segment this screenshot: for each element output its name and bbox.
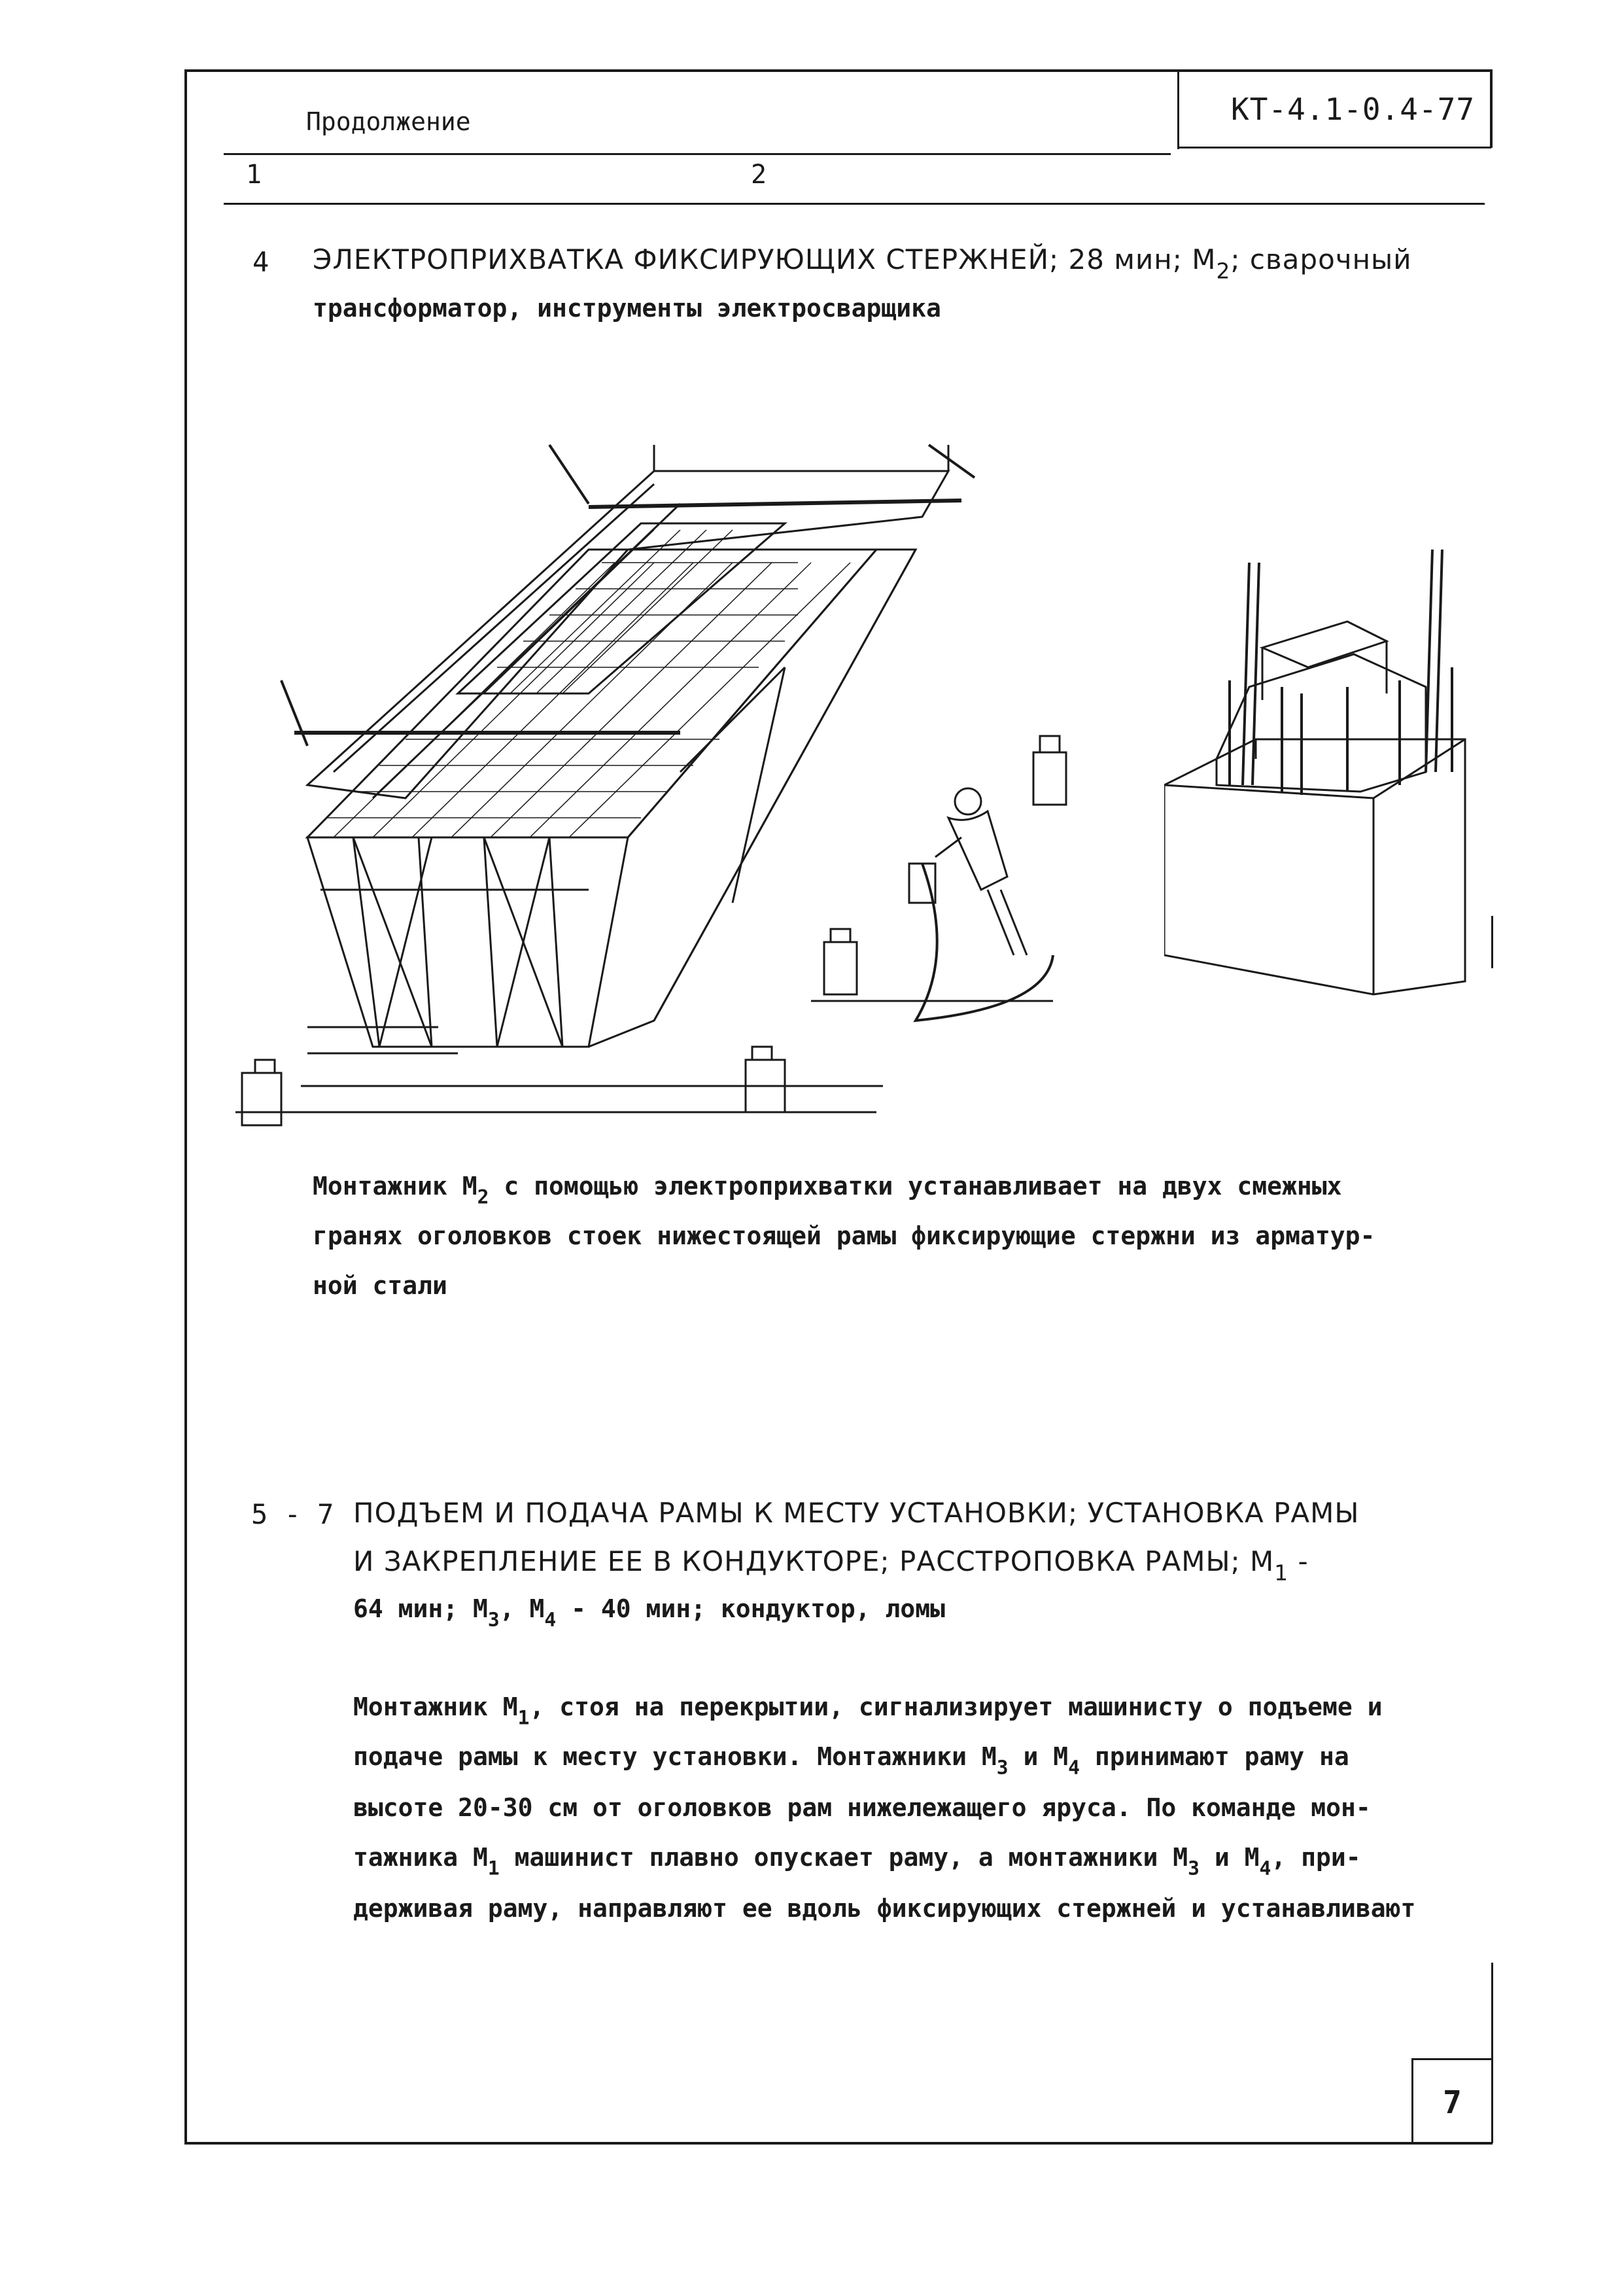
column-number-2: 2 xyxy=(751,160,767,190)
step-5-7-desc-4-c: и М xyxy=(1199,1843,1260,1872)
frame-bottom xyxy=(184,2142,1493,2145)
step-5-7-description-line-1 xyxy=(353,1692,1383,1729)
column-number-1: 1 xyxy=(246,160,262,190)
document-code: КТ-4.1-0.4-77 xyxy=(1231,92,1476,127)
step-5-7-desc-1-b: , стоя на перекрытии, сигнализирует машинисту о подъеме и xyxy=(529,1692,1383,1721)
step-5-7-desc-2-b: и М xyxy=(1008,1742,1069,1771)
step-5-7-desc-4-sub-3: 4 xyxy=(1259,1856,1271,1880)
step-4-description-line-3: ной стали xyxy=(313,1271,447,1300)
step-5-7-desc-4-b: машинист плавно опускает раму, а монтажники М xyxy=(499,1843,1188,1872)
step-5-7-description-line-2 xyxy=(353,1742,1349,1779)
page-number-box-left xyxy=(1411,2058,1413,2143)
step-4-title-text: ЭЛЕКТРОПРИХВАТКА ФИКСИРУЮЩИХ СТЕРЖНЕЙ; 28 мин; М xyxy=(313,243,1217,275)
step-5-7-desc-1-sub: 1 xyxy=(517,1706,530,1729)
upper-platform xyxy=(307,445,975,798)
frame-left xyxy=(184,69,187,2145)
frame-right xyxy=(1490,69,1493,148)
step-5-7-title-2-text: И ЗАКРЕПЛЕНИЕ ЕЕ В КОНДУКТОРЕ; РАССТРОПОВКА РАМЫ; М xyxy=(353,1545,1275,1577)
step-5-7-title-2-subscript: 1 xyxy=(1274,1560,1289,1586)
step-4-desc-subscript: 2 xyxy=(477,1185,489,1208)
step-5-7-desc-4-a: тажника М xyxy=(353,1843,488,1872)
step-4-title-line-2: трансформатор, инструменты электросварщика xyxy=(313,294,941,323)
page-number-box-top xyxy=(1411,2058,1491,2060)
stamp-left xyxy=(1177,69,1179,149)
header-rule-top xyxy=(224,153,1171,155)
frame-right-lower xyxy=(1491,916,1493,968)
step-5-7-title-3-sub-1: 3 xyxy=(487,1607,500,1631)
step-4-title-subscript: 2 xyxy=(1216,258,1231,284)
step-5-7-desc-4-sub-2: 3 xyxy=(1188,1856,1200,1880)
step-5-7-description-line-3: высоте 20-30 см от оголовков рам нижележащего яруса. По команде мон- xyxy=(353,1793,1371,1822)
step-5-7-desc-4-d: , при- xyxy=(1271,1843,1361,1872)
frame-right-bottom xyxy=(1491,1963,1493,2143)
continuation-label: Продолжение xyxy=(306,107,471,136)
step-5-7-desc-1-a: Монтажник М xyxy=(353,1692,518,1721)
page-number: 7 xyxy=(1443,2084,1462,2121)
step-5-7-title-line-3 xyxy=(353,1594,946,1631)
step-5-7-desc-2-sub-1: 3 xyxy=(996,1755,1009,1779)
step-5-7-desc-4-sub-1: 1 xyxy=(487,1856,500,1880)
column-head-illustration xyxy=(1164,536,1491,1007)
header-rule-bottom xyxy=(224,203,1485,205)
welder-figure xyxy=(909,788,1053,1021)
step-5-7-desc-2-a: подаче рамы к месту установки. Монтажники М xyxy=(353,1742,997,1771)
step-4-description-line-1 xyxy=(313,1172,1342,1208)
step-4-number: 4 xyxy=(252,246,269,278)
frame-top xyxy=(184,69,1493,72)
step-5-7-description-line-5: держивая раму, направляют ее вдоль фиксирующих стержней и устанавливают xyxy=(353,1894,1416,1923)
concrete-block xyxy=(1164,739,1465,994)
step-5-7-title-line-1: ПОДЪЕМ И ПОДАЧА РАМЫ К МЕСТУ УСТАНОВКИ; УСТАНОВКА РАМЫ xyxy=(353,1497,1360,1529)
frame-installation-illustration xyxy=(222,432,1079,1132)
step-4-title-tail: ; сварочный xyxy=(1230,243,1412,275)
step-5-7-title-3-text-a: 64 мин; М xyxy=(353,1594,488,1623)
step-4-description-line-2: гранях оголовков стоек нижестоящей рамы фиксирующие стержни из арматур- xyxy=(313,1221,1375,1250)
step-4-title-line-1 xyxy=(313,243,1412,284)
step-4-desc-text: Монтажник М xyxy=(313,1172,477,1200)
step-5-7-title-line-2 xyxy=(353,1545,1309,1586)
step-5-7-title-3-text-b: , М xyxy=(499,1594,545,1623)
step-5-7-title-3-sub-2: 4 xyxy=(544,1607,557,1631)
step-5-7-description-line-4 xyxy=(353,1843,1361,1880)
step-5-7-title-2-tail: - xyxy=(1288,1545,1309,1577)
step-5-7-desc-2-sub-2: 4 xyxy=(1068,1755,1080,1779)
stamp-bottom xyxy=(1177,147,1491,149)
step-4-desc-tail: с помощью электроприхватки устанавливает на двух смежных xyxy=(489,1172,1342,1200)
step-5-7-number: 5 - 7 xyxy=(251,1498,334,1530)
step-5-7-desc-2-c: принимают раму на xyxy=(1079,1742,1349,1771)
step-5-7-title-3-text-c: - 40 мин; кондуктор, ломы xyxy=(556,1594,946,1623)
